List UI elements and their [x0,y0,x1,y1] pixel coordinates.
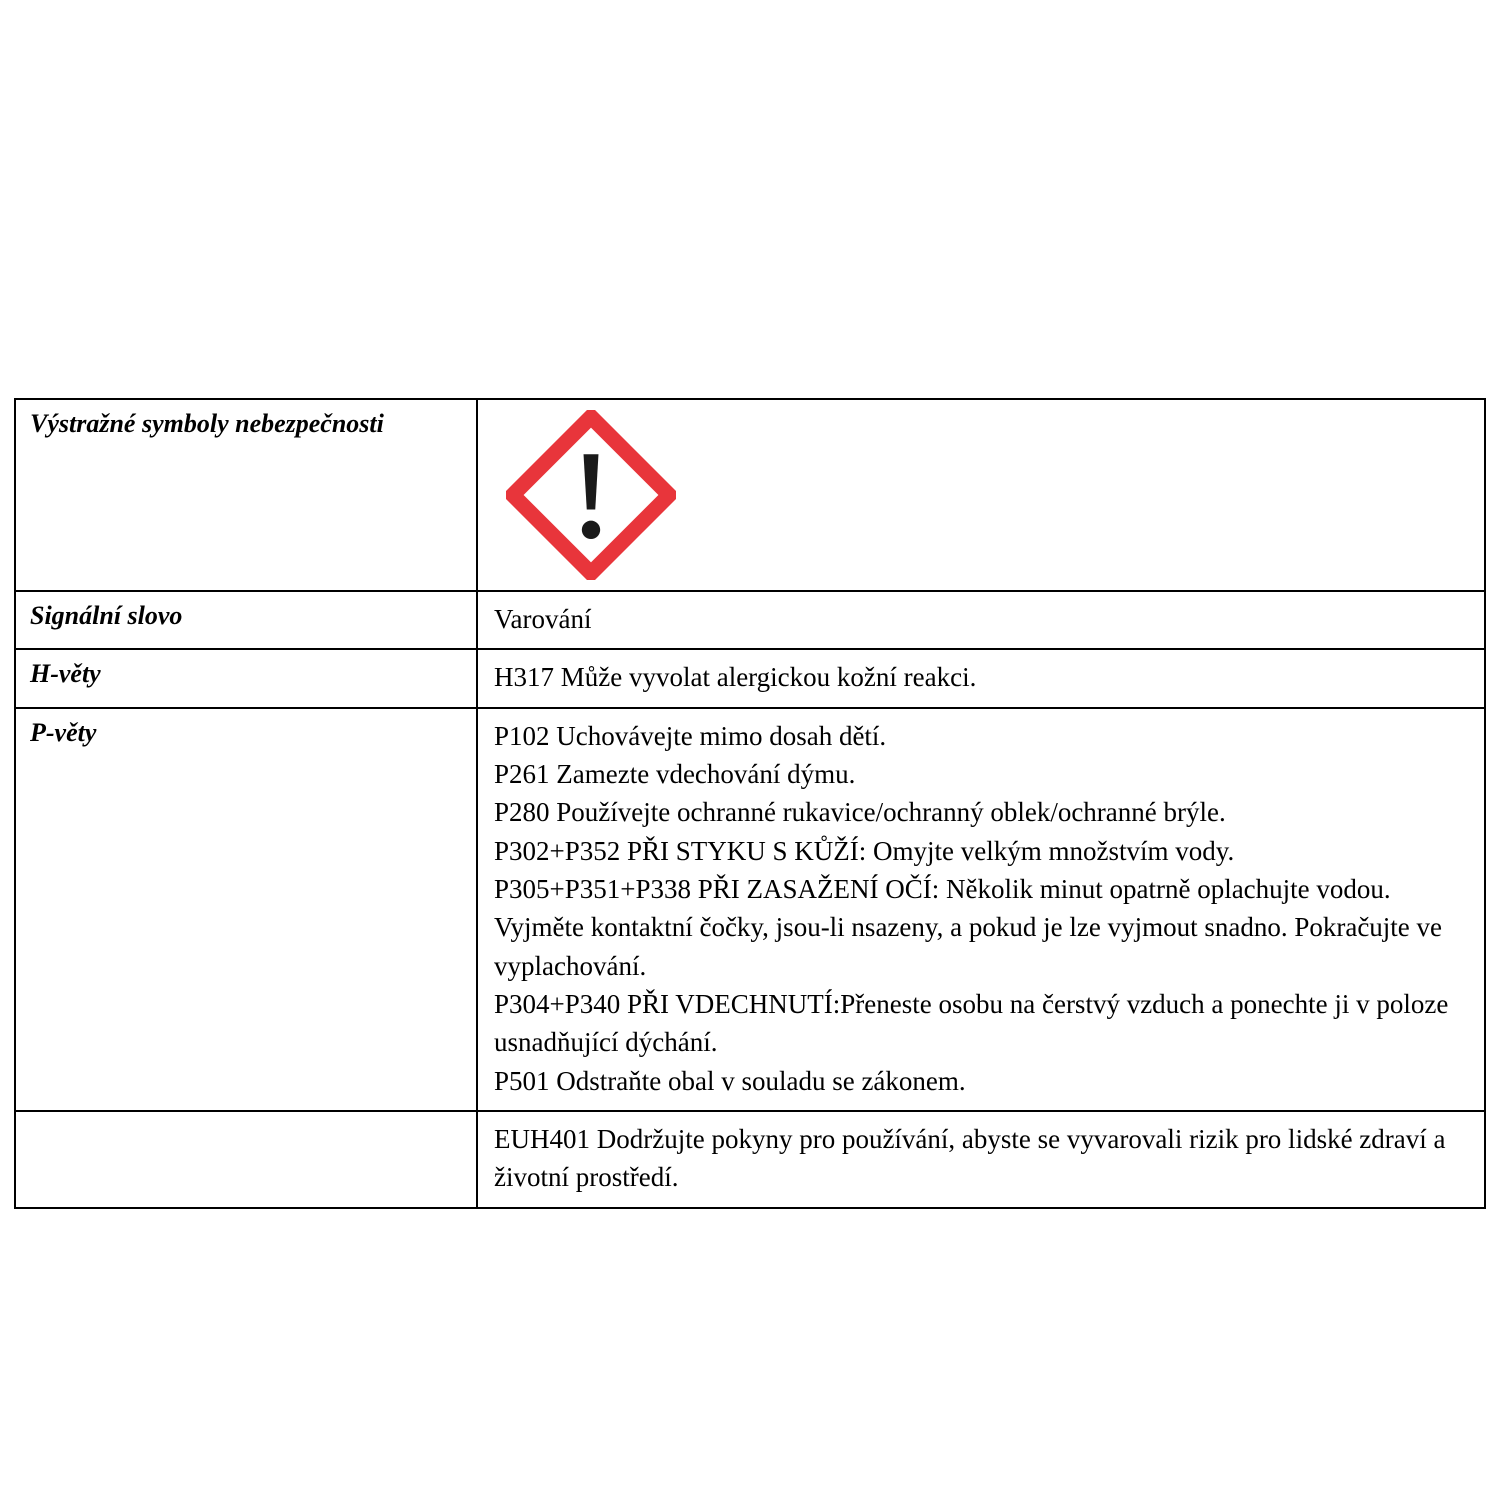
hazard-classification-table [14,398,1486,1209]
text-line: Varování [494,604,592,634]
ghs-exclamation-mark-icon [506,410,676,580]
pictogram-container [478,400,1484,590]
text-line: P501 Odstraňte obal v souladu se zákonem. [494,1065,966,1096]
row-label: H-věty [30,659,101,689]
text-line: H317 Může vyvolat alergickou kožní reakci. [494,662,977,693]
text-line: P261 Zamezte vdechování dýmu. [494,758,856,789]
row-value-cell-h-statements [477,649,1485,707]
row-label: P-věty [30,717,97,747]
signal-word-value [478,592,1484,648]
row-value-cell-signal-word [477,591,1485,649]
text-line: P305+P351+P338 PŘI ZASAŽENÍ OČÍ: Několik minut opatrně oplachujte vodou. Vyjměte kontaktní čočky, jsou-li nsazeny, a pokud je lze vyjmout snadno. Pokračujte ve vyplachování. [494,873,1443,981]
p-statements-value [478,709,1484,1110]
row-label-cell-euh [15,1111,477,1208]
row-label: Výstražné symboly nebezpečnosti [30,409,384,438]
text-line: P280 Používejte ochranné rukavice/ochranný oblek/ochranné brýle. [494,797,1226,828]
row-value-cell-p-statements [477,708,1485,1111]
text-line: P304+P340 PŘI VDECHNUTÍ:Přeneste osobu na čerstvý vzduch a ponechte ji v poloze usnadňující dýchání. [494,988,1449,1058]
table-row [15,399,1485,591]
text-line: EUH401 Dodržujte pokyny pro používání, abyste se vyvarovali rizik pro lidské zdraví a životní prostředí. [494,1123,1446,1193]
table-row [15,1111,1485,1208]
table-row [15,649,1485,707]
row-label [16,1112,476,1162]
row-label: Signální slovo [30,601,183,630]
row-value-cell-pictograms [477,399,1485,591]
row-value-cell-euh [477,1111,1485,1208]
text-line: P102 Uchovávejte mimo dosah dětí. [494,720,887,751]
text-line: P302+P352 PŘI STYKU S KŮŽÍ: Omyjte velkým množstvím vody. [494,835,1235,866]
table-row [15,708,1485,1111]
euh-statements-value [478,1112,1484,1207]
table-row [15,591,1485,649]
h-statements-value [478,650,1484,706]
row-label-cell-signal-word [15,591,477,649]
row-label-cell-h-statements [15,649,477,707]
row-label-cell-pictograms [15,399,477,591]
row-label-cell-p-statements [15,708,477,1111]
